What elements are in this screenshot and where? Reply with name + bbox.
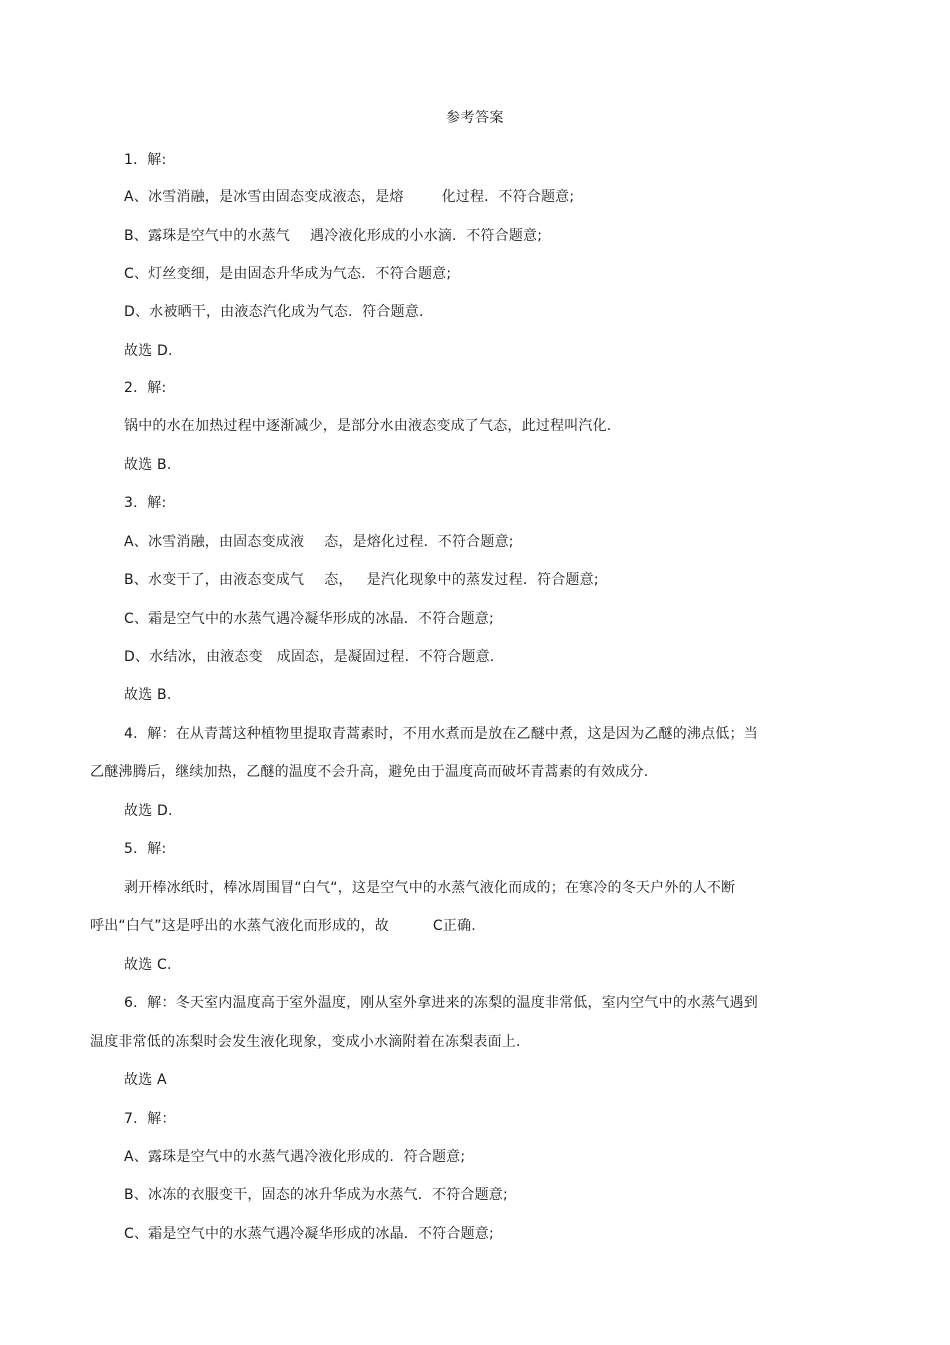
q1-option-b-text-2: 遇冷液化形成的小水滴．不符合题意;	[310, 228, 543, 244]
q2-heading: 2．解:	[124, 380, 167, 396]
q3-option-a-text-1: A、冰雪消融，由固态变成液	[124, 534, 305, 550]
q4-line-2: 乙醚沸腾后，继续加热，乙醚的温度不会升高，避免由于温度高而破坏青蒿素的有效成分.	[90, 764, 649, 780]
q1-option-a	[124, 187, 574, 207]
q5-line-2-text-1: 呼出“白气”这是呼出的水蒸气液化而形成的，故	[90, 918, 389, 934]
q4-answer: 故选 D.	[124, 803, 173, 819]
q3-option-a-text-2: 态，是熔化过程．不符合题意;	[324, 534, 514, 550]
q1-option-d: D、水被晒干，由液态汽化成为气态．符合题意.	[124, 304, 424, 320]
page-title: 参考答案	[446, 110, 504, 126]
q1-option-a-text-2: 化过程．不符合题意;	[441, 189, 575, 205]
q5-line-2	[90, 916, 476, 936]
q3-option-b	[124, 570, 599, 590]
q7-heading: 7．解：	[124, 1111, 176, 1127]
q7-option-b: B、冰冻的衣服变干，固态的冰升华成为水蒸气．不符合题意;	[124, 1187, 508, 1203]
q1-option-c: C、灯丝变细，是由固态升华成为气态．不符合题意;	[124, 266, 452, 282]
q3-option-c: C、霜是空气中的水蒸气遇冷凝华形成的冰晶．不符合题意;	[124, 611, 494, 627]
q1-option-b-text-1: B、露珠是空气中的水蒸气	[124, 228, 291, 244]
q3-option-d	[124, 647, 494, 667]
q6-answer: 故选 A	[124, 1072, 167, 1088]
q3-option-b-text-2: 态，	[324, 572, 353, 588]
q3-option-b-text-1: B、水变干了，由液态变成气	[124, 572, 305, 588]
q3-option-b-text-3: 是汽化现象中的蒸发过程．符合题意;	[366, 572, 599, 588]
q7-option-a: A、露珠是空气中的水蒸气遇冷液化形成的．符合题意;	[124, 1149, 466, 1165]
q5-heading: 5．解:	[124, 841, 167, 857]
q1-option-b	[124, 226, 542, 246]
q1-answer: 故选 D.	[124, 343, 173, 359]
q3-option-d-text-2: 成固态，是凝固过程．不符合题意.	[276, 649, 495, 665]
q4-line-1: 4．解：在从青蒿这种植物里提取青蒿素时，不用水煮而是放在乙醚中煮，这是因为乙醚的沸点低；当	[124, 726, 758, 742]
q5-line-2-text-2: C正确.	[432, 918, 476, 934]
q3-option-d-text-1: D、水结冰，由液态变	[124, 649, 263, 665]
q1-option-a-text-1: A、冰雪消融，是冰雪由固态变成液态，是熔	[124, 189, 404, 205]
q3-answer: 故选 B.	[124, 687, 172, 703]
q1-heading: 1．解:	[124, 152, 167, 168]
q7-option-c: C、霜是空气中的水蒸气遇冷凝华形成的冰晶．不符合题意;	[124, 1226, 494, 1242]
q5-line-1: 剥开棒冰纸时，棒冰周围冒“白气“，这是空气中的水蒸气液化而成的；在寒冷的冬天户外的人不断	[124, 880, 736, 896]
q5-answer: 故选 C.	[124, 957, 172, 973]
q2-body: 锅中的水在加热过程中逐渐减少，是部分水由液态变成了气态，此过程叫汽化.	[124, 418, 612, 434]
q6-line-2: 温度非常低的冻梨时会发生液化现象，变成小水滴附着在冻梨表面上.	[90, 1034, 521, 1050]
q3-heading: 3．解:	[124, 495, 167, 511]
q2-answer: 故选 B.	[124, 457, 172, 473]
q6-line-1: 6．解：冬天室内温度高于室外温度，刚从室外拿进来的冻梨的温度非常低，室内空气中的水蒸气遇到	[124, 995, 758, 1011]
q3-option-a	[124, 532, 514, 552]
